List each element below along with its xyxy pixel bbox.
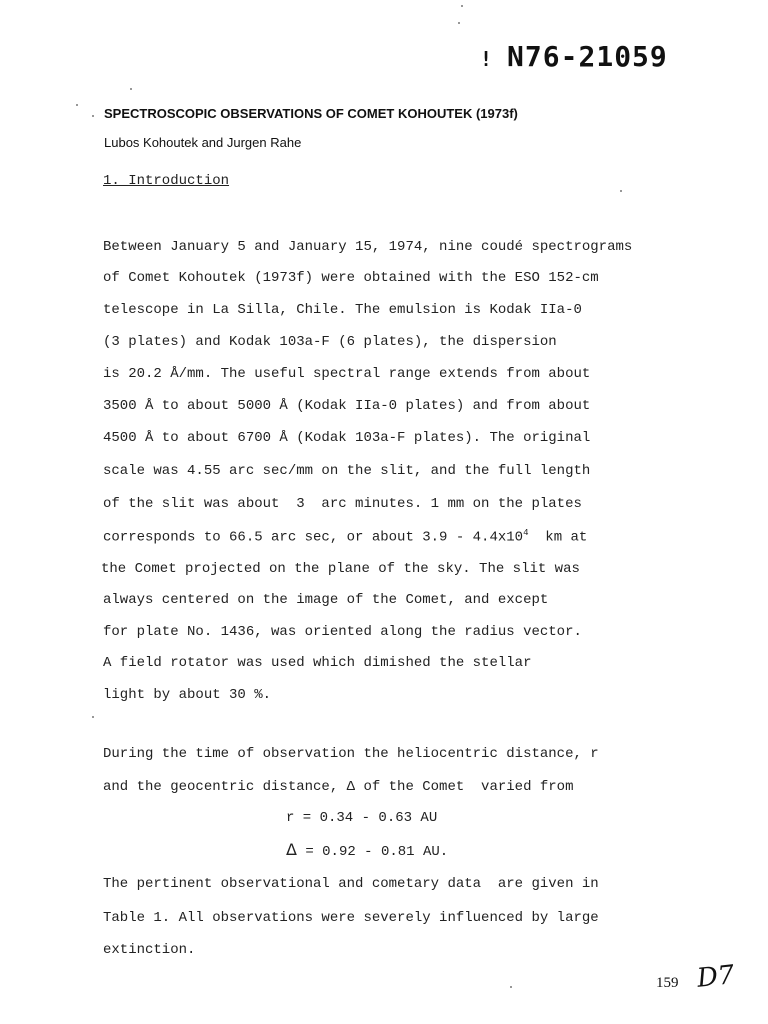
page-number: 159 [656, 975, 679, 991]
line-text-tail: km at [528, 529, 588, 546]
scan-speck [458, 22, 460, 24]
scan-speck [130, 88, 132, 90]
scan-speck [76, 104, 78, 106]
paragraph-2-line: During the time of observation the heliocentric distance, r [103, 746, 599, 762]
scan-speck [620, 190, 622, 192]
section-heading: 1. Introduction [103, 173, 230, 189]
paragraph-1-line: light by about 30 %. [103, 687, 272, 703]
equation-delta [286, 840, 448, 860]
line-text: corresponds to 66.5 arc sec, or about 3.9 - 4.4x10 [103, 529, 524, 546]
equation-r: r = 0.34 - 0.63 AU [286, 810, 438, 826]
accession-number-text: N76-21059 [507, 40, 668, 73]
scan-speck [461, 5, 463, 7]
paragraph-1-line: of Comet Kohoutek (1973f) were obtained with the ESO 152-cm [103, 270, 599, 286]
equation-delta-text: = 0.92 - 0.81 AU. [296, 844, 449, 860]
paragraph-1-line: 4500 Å to about 6700 Å (Kodak 103a-F plates). The original [103, 430, 591, 446]
paragraph-1-line: Between January 5 and January 15, 1974, nine coudé spectrograms [103, 239, 633, 255]
paragraph-1-line: 3500 Å to about 5000 Å (Kodak IIa-0 plates) and from about [103, 398, 591, 414]
paragraph-1-line: the Comet projected on the plane of the sky. The slit was [101, 561, 580, 577]
paragraph-2-line: and the geocentric distance, Δ of the Comet varied from [103, 779, 574, 795]
paragraph-3-line: Table 1. All observations were severely influenced by large [103, 910, 599, 926]
paragraph-1-line [103, 528, 587, 546]
scan-speck [92, 115, 94, 117]
paragraph-1-line: telescope in La Silla, Chile. The emulsion is Kodak IIa-0 [103, 302, 582, 318]
paragraph-3-line: extinction. [103, 942, 196, 958]
paragraph-1-line: A field rotator was used which dimished the stellar [103, 655, 532, 671]
exponent: 4 [523, 528, 529, 538]
paragraph-3-line: The pertinent observational and cometary data are given in [103, 876, 599, 892]
paper-title: SPECTROSCOPIC OBSERVATIONS OF COMET KOHOUTEK (1973f) [104, 106, 518, 121]
handwritten-mark: D7 [695, 960, 736, 994]
scan-speck [510, 986, 512, 988]
paper-authors: Lubos Kohoutek and Jurgen Rahe [104, 135, 302, 150]
scan-speck [92, 716, 94, 718]
paragraph-1-line: for plate No. 1436, was oriented along the radius vector. [103, 624, 582, 640]
accession-mark: ! [480, 47, 494, 71]
paragraph-1-line: of the slit was about 3 arc minutes. 1 mm on the plates [103, 496, 582, 512]
paragraph-1-line: always centered on the image of the Comet, and except [103, 592, 549, 608]
accession-number [480, 40, 668, 73]
paragraph-1-line: scale was 4.55 arc sec/mm on the slit, and the full length [103, 463, 591, 479]
paragraph-1-line: is 20.2 Å/mm. The useful spectral range extends from about [103, 366, 591, 382]
paragraph-1-line: (3 plates) and Kodak 103a-F (6 plates), the dispersion [103, 334, 557, 350]
delta-symbol: Δ [286, 840, 297, 859]
